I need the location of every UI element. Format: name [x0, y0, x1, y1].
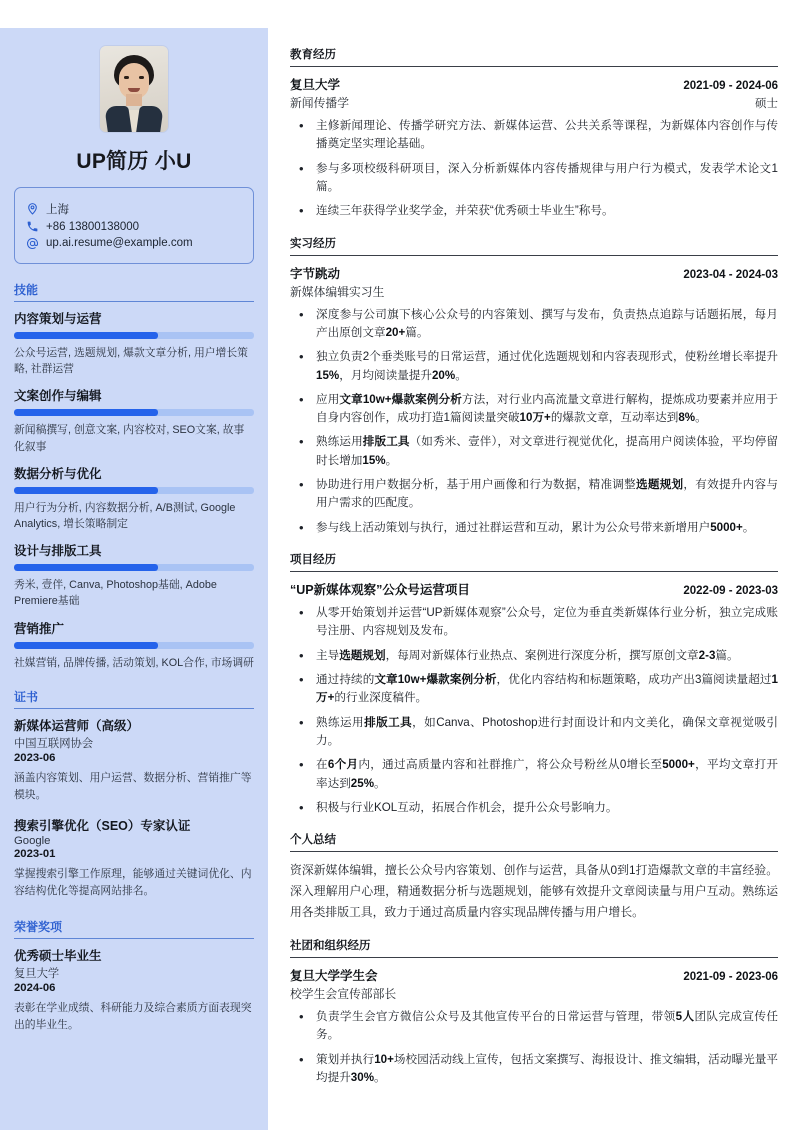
- bullet-item: • 主导选题规划，每周对新媒体行业热点、案例进行深度分析，撰写原创文章2-3篇。: [290, 647, 778, 665]
- bullet-item: • 在6个月内，通过高质量内容和社群推广，将公众号粉丝从0增长至5000+，平均文章打开率达到25%。: [290, 756, 778, 793]
- project-name: “UP新媒体观察”公众号运营项目: [290, 583, 470, 597]
- club-bullets: [290, 1008, 778, 1087]
- skill-description: 用户行为分析, 内容数据分析, A/B测试, Google Analytics, 增长策略制定: [14, 501, 236, 530]
- skill-name: 文案创作与编辑: [14, 389, 102, 404]
- contact-box: [14, 187, 254, 264]
- bullet-item: • 通过持续的文章10w+爆款案例分析，优化内容结构和标题策略，成功产出3篇阅读量超过1万+的行业深度稿件。: [290, 671, 778, 708]
- internship-role: 新媒体编辑实习生: [290, 284, 385, 299]
- credential-description: 涵盖内容策划、用户运营、数据分析、营销推广等模块。: [14, 771, 252, 802]
- email-at-icon: [26, 237, 39, 250]
- contact-phone: [26, 220, 242, 233]
- contact-email-value: up.ai.resume@example.com: [46, 237, 193, 249]
- skill-description: 秀米, 壹伴, Canva, Photoshop基础, Adobe Premiere基础: [14, 579, 217, 608]
- bullet-item: • 协助进行用户数据分析，基于用户画像和行为数据，精准调整选题规划，有效提升内容与用户需求的匹配度。: [290, 476, 778, 513]
- skill-name: 内容策划与运营: [14, 312, 102, 326]
- skill-description: 新闻稿撰写, 创意文案, 内容校对, SEO文案, 故事化叙事: [14, 424, 245, 453]
- honors-list: [14, 946, 254, 1035]
- skill-progress-bar: [14, 332, 254, 339]
- skill-name: 设计与排版工具: [14, 544, 102, 559]
- skill-item: [14, 619, 254, 671]
- credential-item: [14, 816, 254, 901]
- bullet-item: • 策划并执行10+场校园活动线上宣传，包括文案撰写、海报设计、推文编辑，活动曝光量平均提升30%。: [290, 1051, 778, 1088]
- honors-section-title: 荣誉奖项: [14, 918, 254, 939]
- bullet-item: • 积极与行业KOL互动，拓展合作机会，提升公众号影响力。: [290, 799, 778, 817]
- skill-description: 社媒营销, 品牌传播, 活动策划, KOL合作, 市场调研: [14, 656, 254, 669]
- contact-location: [26, 201, 242, 217]
- internship-section-title: 实习经历: [290, 235, 778, 256]
- skill-item: [14, 541, 254, 609]
- contact-email: [26, 237, 242, 250]
- club-entry-sub: [290, 985, 778, 1002]
- credential-org: 复旦大学: [14, 967, 60, 980]
- internship-company: 字节跳动: [290, 266, 341, 281]
- location-pin-icon: [26, 202, 39, 215]
- credential-description: 表彰在学业成绩、科研能力及综合素质方面表现突出的毕业生。: [14, 1001, 252, 1032]
- certificates-section: [14, 688, 254, 901]
- clubs-section: [290, 937, 778, 1087]
- avatar: [100, 46, 168, 132]
- phone-icon: [26, 220, 39, 233]
- bullet-item: • 主修新闻理论、传播学研究方法、新媒体运营、公共关系等课程，为新媒体内容创作与传播奠定坚实理论基础。: [290, 117, 778, 154]
- credential-title: 搜索引擎优化（SEO）专家认证: [14, 818, 191, 833]
- credential-item: [14, 716, 254, 805]
- credential-title: 新媒体运营师（高级）: [14, 718, 140, 733]
- education-degree: 硕士: [755, 98, 778, 110]
- contact-location-value: 上海: [46, 203, 69, 216]
- bullet-item: • 参与线上活动策划与执行，通过社群运营和互动，累计为公众号带来新增用户5000+。: [290, 519, 778, 537]
- avatar-wrapper: [14, 46, 254, 132]
- internship-entry-sub: [290, 283, 778, 300]
- honors-section: [14, 918, 254, 1035]
- bullet-item: • 连续三年获得学业奖学金，并荣获“优秀硕士毕业生”称号。: [290, 202, 778, 220]
- internship-section: [290, 235, 778, 537]
- credential-title: 优秀硕士毕业生: [14, 948, 102, 963]
- skill-item: [14, 386, 254, 454]
- clubs-section-title: 社团和组织经历: [290, 937, 778, 958]
- skill-name: 数据分析与优化: [14, 466, 102, 481]
- skill-item: [14, 464, 254, 532]
- skill-progress-bar: [14, 564, 254, 571]
- bullet-item: • 熟练运用排版工具（如秀米、壹伴），对文章进行视觉优化，提高用户阅读体验，平均停留时长增加15%。: [290, 433, 778, 470]
- credential-date: 2023-06: [14, 751, 56, 764]
- credential-description: 掌握搜索引擎工作原理，能够通过关键词优化、内容结构优化等提高网站排名。: [14, 867, 252, 898]
- summary-section-title: 个人总结: [290, 831, 778, 852]
- club-org: 复旦大学学生会: [290, 969, 378, 984]
- bullet-item: • 独立负责2个垂类账号的日常运营，通过优化选题规划和内容表现形式，使粉丝增长率提升15%，月均阅读量提升20%。: [290, 348, 778, 385]
- credential-org: 中国互联网协会: [14, 737, 94, 750]
- skill-description: 公众号运营, 选题规划, 爆款文章分析, 用户增长策略, 社群运营: [14, 347, 248, 376]
- project-bullets: [290, 604, 778, 817]
- project-date: 2022-09 - 2023-03: [683, 585, 778, 597]
- education-bullets: [290, 117, 778, 221]
- bullet-item: • 熟练运用排版工具，如Canva、Photoshop进行封面设计和内文美化，确保文章视觉吸引力。: [290, 714, 778, 751]
- education-section-title: 教育经历: [290, 46, 778, 67]
- contact-phone-value: +86 13800138000: [46, 220, 140, 233]
- club-entry-head: [290, 966, 778, 984]
- internship-entry-head: [290, 264, 778, 282]
- internship-date: 2023-04 - 2024-03: [683, 268, 778, 281]
- project-entry-head: [290, 580, 778, 598]
- bullet-item: • 参与多项校级科研项目，深入分析新媒体内容传播规律与用户行为模式，发表学术论文1篇。: [290, 160, 778, 197]
- skill-item: [14, 309, 254, 377]
- skills-section: [14, 281, 254, 671]
- club-date: 2021-09 - 2023-06: [683, 971, 778, 984]
- education-date: 2021-09 - 2024-06: [683, 80, 778, 92]
- education-section: [290, 46, 778, 221]
- skill-progress-bar: [14, 642, 254, 649]
- skill-progress-bar: [14, 409, 254, 416]
- credential-item: [14, 946, 254, 1035]
- credential-date: 2023-01: [14, 847, 56, 860]
- education-entry-head: [290, 75, 778, 93]
- sidebar: [0, 28, 268, 1130]
- education-entry-sub: [290, 94, 778, 111]
- candidate-name: UP简历 小U: [76, 150, 192, 173]
- education-school: 复旦大学: [290, 78, 341, 92]
- skill-name: 营销推广: [14, 621, 65, 636]
- certificates-section-title: 证书: [14, 688, 254, 709]
- credential-org: Google: [14, 834, 51, 847]
- internship-bullets: [290, 306, 778, 537]
- bullet-item: • 深度参与公司旗下核心公众号的内容策划、撰写与发布，负责热点追踪与话题拓展，每月产出原创文章20+篇。: [290, 306, 778, 343]
- skill-progress-bar: [14, 487, 254, 494]
- projects-section-title: 项目经历: [290, 551, 778, 572]
- skills-list: [14, 309, 254, 671]
- credential-date: 2024-06: [14, 981, 56, 994]
- summary-section: [290, 831, 778, 923]
- summary-text: 资深新媒体编辑，擅长公众号内容策划、创作与运营，具备从0到1打造爆款文章的丰富经验。深入理解用户心理，精通数据分析与选题规划，能够有效提升文章阅读量与用户互动。熟练运用各类排版工具，致力于通过高质量内容实现品牌传播与用户增长。: [290, 863, 778, 920]
- bullet-item: • 应用文章10w+爆款案例分析方法，对行业内高流量文章进行解构，提炼成功要素并应用于自身内容创作，成功打造1篇阅读量突破10万+的爆款文章，互动率达到8%。: [290, 391, 778, 428]
- projects-section: [290, 551, 778, 817]
- main-column: [268, 0, 800, 1130]
- bullet-item: • 负责学生会官方微信公众号及其他宣传平台的日常运营与管理，带领5人团队完成宣传任务。: [290, 1008, 778, 1045]
- bullet-item: • 从零开始策划并运营“UP新媒体观察”公众号，定位为垂直类新媒体行业分析，独立完成账号注册、内容规划及发布。: [290, 604, 778, 641]
- education-major: 新闻传播学: [290, 96, 349, 110]
- club-role: 校学生会宣传部部长: [290, 987, 397, 1002]
- skills-section-title: 技能: [14, 281, 254, 302]
- certificates-list: [14, 716, 254, 901]
